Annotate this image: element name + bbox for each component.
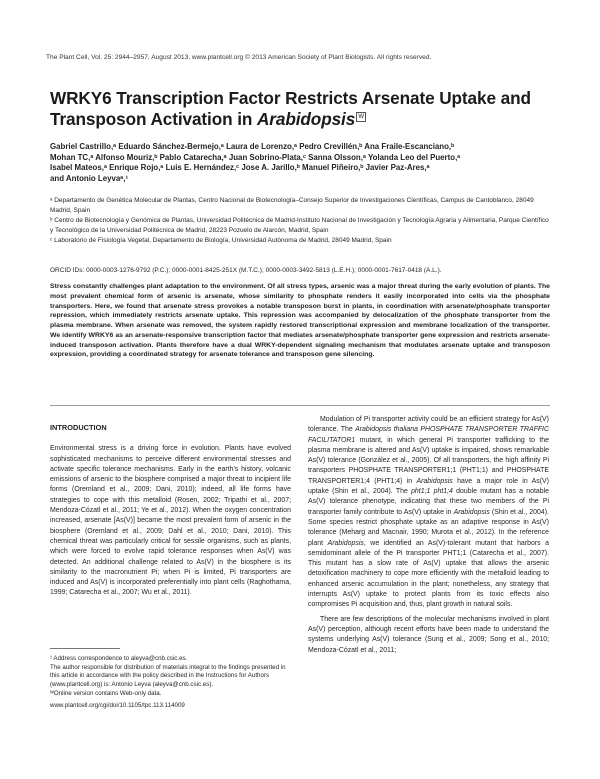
author-line: Isabel Mateos,ᵃ Enrique Rojo,ᵃ Luis E. Hernández,ᶜ Jose A. Jarillo,ᵇ Manuel Piñeiro,ᵇ Javier Paz-Ares,ᵃ bbox=[50, 163, 430, 173]
affiliation-a: ᵃ Departamento de Genética Molecular de Plantas, Centro Nacional de Biotecnología–Consejo Superior de Investigaciones Científicas, Campus de Cantoblanco, 28049 Madrid, Spain bbox=[50, 197, 534, 214]
title-line-1: WRKY6 Transcription Factor Restricts Arsenate Uptake and bbox=[50, 88, 531, 108]
text-run: double mutant has a notable As(V) tolerance phenotype, indicating that these two members of the Pi transporter family contribute to As(V) uptake in bbox=[308, 488, 549, 516]
body-paragraph bbox=[308, 415, 549, 611]
text-run: Modulation of Pi transporter activity could be an efficient strategy for As(V) tolerance. The bbox=[308, 416, 549, 434]
body-paragraph: There are few descriptions of the molecular mechanisms involved in plant As(V) perception, although recent efforts have been made to understand the systems underlying As(V) tolerance (Sung et al., 2009; Song et al., 2010; Mendoza-Cózatl et al., 2011; bbox=[308, 615, 549, 654]
text-run: (Shin et al., 2004). Some species restrict phosphate uptake as an adaptive response in As(V) tolerance (Meharg and Macnair, 1990; Murota et al., 2012). In the reference plant bbox=[308, 508, 549, 547]
title-species: Arabidopsis bbox=[256, 109, 356, 129]
footnote-divider bbox=[50, 648, 120, 649]
section-divider bbox=[50, 405, 550, 406]
gene-name: pht1;1 pht1;4 bbox=[411, 488, 453, 496]
supplemental-data-icon: W bbox=[356, 112, 366, 122]
title-line-2 bbox=[50, 109, 570, 130]
affiliation-c: ᶜ Laboratorio de Fisiología Vegetal, Departamento de Biología, Universidad Autónoma de Madrid, 28049 Madrid, Spain bbox=[50, 237, 392, 245]
abstract: Stress constantly challenges plant adaptation to the environment. Of all stress types, arsenic was a major threat during the early evolution of plants. The most prevalent chemical form of arsenic is arsenate, whose similarity to phosphate renders it easily incorporated into cells via the phosphate transporters. Here, we found that arsenate stress provokes a notable transposon burst in plants, in coordination with arsenate/phosphate transporter repression, which immediately restricts arsenate uptake. This repression was accompanied by delocalization of the phosphate transporter from the plasma membrane. When arsenate was removed, the system rapidly restored transcriptional expression and membrane localization of the transporter. We identify WRKY6 as an arsenate-responsive transcription factor that mediates arsenate/phosphate transporter gene expression and restricts arsenate-induced transposon activation. Plants therefore have a dual WRKY-dependent signaling mechanism that modulates arsenate uptake and transposon expression, providing a coordinated strategy for arsenate tolerance and transposon gene silencing. bbox=[50, 283, 550, 359]
article-title bbox=[50, 88, 570, 130]
orcid-ids: ORCID IDs: 0000-0003-1276-9792 (P.C.); 0000-0001-8425-251X (M.T.C.); 0000-0003-3492-5813 (L.E.H.); 0000-0001-7617-0418 (A.L.). bbox=[50, 267, 442, 274]
introduction-heading: INTRODUCTION bbox=[50, 423, 107, 432]
affiliations bbox=[50, 196, 550, 247]
footnote-online-data: ᵂOnline version contains Web-only data. bbox=[50, 689, 162, 697]
intro-paragraph: Environmental stress is a driving force in evolution. Plants have evolved sophisticated mechanisms to perceive different environmental stresses and activate specific tolerance mechanisms. Early in the earth's history, volcanic emissions of arsenic to the biosphere comprised a major threat to incipient life forms (Oremland et al., 2009; Dani, 2010); indeed, all life forms have strategies to cope with this metalloid (Rosen, 2002; Tripathi et al., 2007; Mendoza-Cózatl et al., 2011; Ye et al., 2012). When the oxygen concentration increased, arsenate [As(V)] became the most prevalent form of arsenic in the biosphere (Oremland et al., 2009; Dahl et al., 2010; Dani, 2010). This chemical threat was particularly critical for sessile organisms, such as plants, which were forced to evolve rapid tolerance responses when As(V) was detected. An additional challenge related to As(V) in the biosphere is its similarity to the macronutrient Pi; when Pi is limited, Pi transporters are induced and As(V) is incorporated preferentially into plant cells (Raghothama, 1999; Catarecha et al., 2007; Wu et al., 2011). bbox=[50, 445, 291, 597]
species-name: Arabidopsis bbox=[416, 477, 453, 485]
journal-citation-header: The Plant Cell, Vol. 25: 2944–2957, August 2013, www.plantcell.org © 2013 American Society of Plant Biologists. All rights reserved. bbox=[46, 54, 432, 61]
author-line: and Antonio Leyvaᵃ,¹ bbox=[50, 173, 129, 183]
text-run: mutant, in which general Pi transporter trafficking to the plasma membrane is altered and As(V) uptake is impaired, shows remarkable As(V) tolerance (González et al., 2005). Of all transporters, the high affinity Pi transporters PHOSPHATE TRANSPORTER1;1 (PHT1;1) and PHOSPHATE TRANSPORTER1;4 (PHT1;4) in bbox=[308, 436, 549, 485]
author-line: Mohan TC,ᵃ Alfonso Mouriz,ᵇ Pablo Catarecha,ᵃ Juan Sobrino-Plata,ᶜ Sanna Olsson,ᵃ Yolanda Leo del Puerto,ᵃ bbox=[50, 152, 461, 162]
doi-link[interactable]: www.plantcell.org/cgi/doi/10.1105/tpc.113.114009 bbox=[50, 701, 185, 709]
gene-name: Arabidopsis thaliana PHOSPHATE TRANSPORTER TRAFFIC FACILITATOR1 bbox=[308, 426, 549, 444]
footnotes bbox=[50, 655, 292, 710]
footnote-responsible-author: The author responsible for distribution of materials integral to the findings presented in this article in accordance with the policy described in the Instructions for Authors (www.plantcell.org) is: Antonio Leyva (aleyva@cnb.csic.es). bbox=[50, 663, 286, 689]
author-list bbox=[50, 142, 550, 184]
text-run: have a major role in As(V) uptake (Shin et al., 2004). The bbox=[308, 477, 549, 496]
right-column bbox=[308, 415, 549, 656]
title-line-2-text: Transposon Activation in bbox=[50, 109, 257, 129]
affiliation-b: ᵇ Centro de Biotecnología y Genómica de Plantas, Universidad Politécnica de Madrid-Instituto Nacional de Investigación y Tecnología Agraria y Alimentaria, Parque Científico y Tecnológico de la Universidad Politécnica de Madrid, 28223 Pozuelo de Alarcón, Madrid, Spain bbox=[50, 217, 549, 234]
footnote-correspondence: ¹ Address correspondence to aleyva@cnb.csic.es. bbox=[50, 655, 188, 662]
left-column bbox=[50, 423, 291, 599]
species-name: Arabidopsis bbox=[327, 539, 364, 547]
author-line: Gabriel Castrillo,ᵃ Eduardo Sánchez-Bermejo,ᵃ Laura de Lorenzo,ᵃ Pedro Crevillén,ᵇ Ana Fraile-Escanciano,ᵇ bbox=[50, 142, 455, 151]
species-name: Arabidopsis bbox=[453, 508, 490, 516]
text-run: , we identified an As(V)-tolerant mutant that harbors a semidominant allele of the Pi transporter PHT1;1 (Catarecha et al., 2007). This mutant has a slow rate of As(V) uptake that allows the arsenic detoxification machinery to cope more efficiently with the metalloid leading to enhanced arsenic accumulation in the plant; nonetheless, any strategy that interrupts As(V) uptake to protect plants from its toxic effects also compromises Pi acquisition and, thus, plant growth in natural soils. bbox=[308, 539, 549, 609]
